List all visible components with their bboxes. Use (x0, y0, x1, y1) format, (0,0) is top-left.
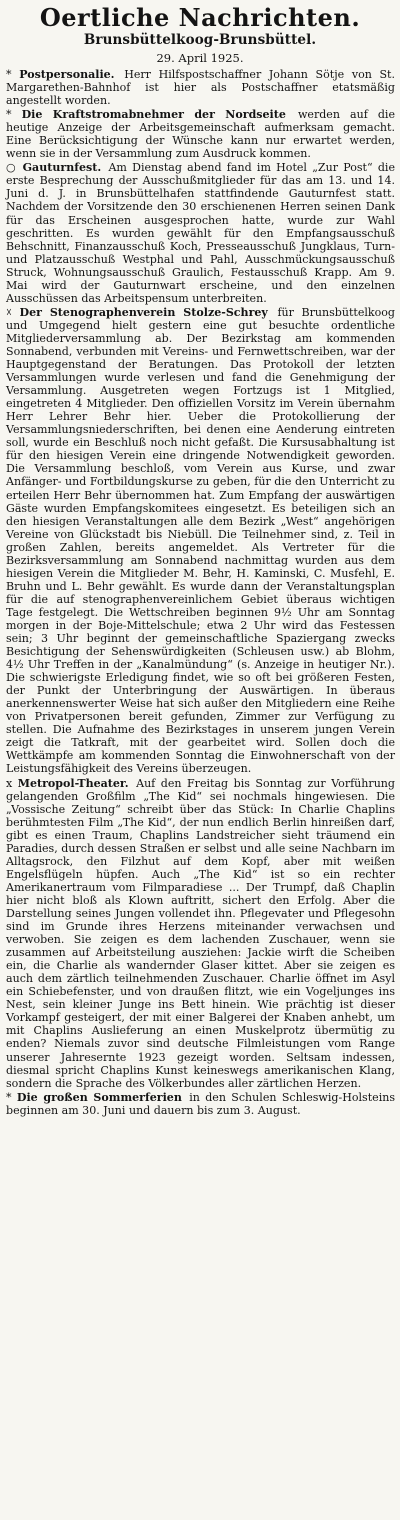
x-marker: x (6, 776, 13, 790)
article-stenographenverein (6, 306, 395, 776)
cross-marker-icon: ☓ (6, 305, 12, 319)
dateline: 29. April 1925. (156, 51, 244, 65)
article-postpersonalie (6, 68, 395, 107)
article-text: Herr Hilfspostschaffner Johann Sötje von St. Margarethen-Bahnhof ist hier als Postschaffner etatsmäßig angestellt worden. (6, 68, 396, 108)
article-text: Auf den Freitag bis Sonntag zur Vorführung gelangenden Großfilm „The Kid“ sei nochmals hingewiesen. Die „Vossische Zeitung“ schreibt über das Stück: In Charlie Chaplins berühmtesten Film „The Kid“, der nun endlich Berlin hinreißen darf, gibt es einen Traum, Chaplins Landstreicher sieht träumend ein Paradies, durch dessen Straßen er selbst und alle seine Nachbarn im Alltagsrock, den Filzhut auf dem Kopf, aber mit weißen Engelsflügeln hüpfen. Auch „The Kid“ ist so ein rechter Amerikanertraum vom Filmparadiese ... Der Trumpf, daß Chaplin hier nicht bloß als Klown auftritt, sichert den Erfolg. Aber die Darstellung seines Jungen vollendet ihn. Pflegevater und Pflegesohn sind im Grunde ihres Herzens miteinander verwachsen und verwoben. Sie zeigen es dem lachenden Zuschauer, wenn sie zusammen auf Arbeitsteilung ausziehen: Jackie wirft die Scheiben ein, die Charlie als wandernder Glaser kittet. Aber sie zeigen es auch dem zärtlich teilnehmenden Zuschauer. Charlie öffnet im Asyl ein Schiebefenster, und von draußen flitzt, wie ein Vogeljunges ins Nest, sein kleiner Junge ins Bett hinein. Wie prächtig ist dieser Vorkampf gesteigert, der mit einer Balgerei der Knaben anhebt, um mit Chaplins Auslieferung an einen Muskelprotz übermütig zu enden? Niemals zuvor sind deutsche Filmleistungen vom Range unserer Jahresernte 1923 gezeigt worden. Seltsam indessen, diesmal spricht Chaplins Kunst keineswegs amerikanischen Klang, sondern die Sprache des Völkerbundes aller zärtlichen Herzen. (6, 776, 395, 1090)
article-lead: Die großen Sommerferien (16, 1090, 182, 1104)
article-metropol-theater (6, 777, 395, 1090)
section-subtitle: Brunsbüttelkoog-Brunsbüttel. (83, 32, 317, 48)
asterisk-marker: * (6, 68, 12, 81)
section-title: Oertliche Nachrichten. (39, 3, 361, 32)
article-sommerferien (6, 1091, 395, 1117)
article-gauturnfest (6, 161, 395, 305)
article-kraftstromabnehmer (6, 108, 395, 160)
article-text: Am Dienstag abend fand im Hotel „Zur Post“ die erste Besprechung der Ausschußmitglieder für das am 13. und 14. Juni d. J. in Brunsbüttelhafen stattfindende Gauturnfest statt. Nachdem der Vorsitzende den 30 erschienenen Herren seinen Dank für das Erscheinen ausgesprochen hatte, wurde zur Wahl geschritten. Es wurden gewählt für den Empfangsausschuß Behschnitt, Finanzausschuß Koch, Presseausschuß Jungklaus, Turn- und Platzausschuß Westphal und Pahl, Ausschmückungsausschuß Struck, Wohnungsausschuß Graulich, Festausschuß Krapp. Am 9. Mai wird der Gauturnwart erscheine, und den einzelnen Ausschüssen das Arbeitspensum unterbreiten. (6, 161, 396, 305)
article-lead: Der Stenographenverein Stolze-Schrey (19, 305, 268, 319)
article-list (0, 68, 400, 1117)
asterisk-marker: * (6, 108, 12, 122)
article-text: für Brunsbüttelkoog und Umgegend hielt gestern eine gut besuchte ordentliche Mitgliederversammlung ab. Der Bezirkstag am kommenden Sonnabend, verbunden mit Vereins- und Fernwettschreiben, war der Hauptgegenstand der Beratungen. Das Protokoll der letzten Versammlungen wurde verlesen und fand die Genehmigung der Versammlung. Ausgetreten wegen Fortzugs ist 1 Mitglied, eingetreten 4 Mitglieder. Den offiziellen Vorsitz im Verein übernahm Herr Lehrer Behr hier. Ueber die Protokollierung der Versammlungsniederschriften, bei denen eine Aenderung eintreten soll, wurde ein Beschluß noch nicht gefaßt. Die Kursusabhaltung ist für den hiesigen Verein eine dringende Notwendigkeit geworden. Die Versammlung beschloß, vom Verein aus Kurse, und zwar Anfänger- und Fortbildungskurse zu geben, für die den Unterricht zu erteilen Herr Behr übernommen hat. Zum Empfang der auswärtigen Gäste wurden Empfangskomitees eingesetzt. Es beteiligen sich an den hiesigen Veranstaltungen alle dem Bezirk „West“ angehörigen Vereine von Glückstadt bis Niebüll. Die Teilnehmer sind, z. Teil in großen Zahlen, bereits angemeldet. Als Vertreter für die Bezirksversammlung am Sonnabend nachmittag wurden aus dem hiesigen Verein die Mitglieder M. Behr, H. Kaminski, C. Musfehl, E. Bruhn und L. Behr gewählt. Es wurde dann der Veranstaltungsplan für die auf stenographenvereinlichem Gebiet überaus wichtigen Tage festgelegt. Die Wettschreiben beginnen 9½ Uhr am Sonntag morgen in der Boje-Mittelschule; etwa 2 Uhr wird das Festessen sein; 3 Uhr beginnt der gemeinschaftliche Spaziergang zwecks Besichtigung der Sehenswürdigkeiten (Schleusen usw.) ab Blohm, 4½ Uhr Treffen in der „Kanalmündung“ (s. Anzeige in heutiger Nr.). Die schwierigste Erledigung findet, wie so oft bei größeren Festen, der Punkt der Unterbringung der Auswärtigen. In überaus anerkennenswerter Weise hat sich außer den Mitgliedern eine Reihe von Privatpersonen bereit gefunden, Zimmer zur Verfügung zu stellen. Die Aufnahme des Bezirkstages in unserem jungen Verein zeigt die Tatkraft, mit der gearbeitet wird. Sollen doch die Wettkämpfe am kommenden Sonntag die Einwohnerschaft von der Leistungsfähigkeit des Vereins überzeugen. (6, 305, 396, 776)
article-lead: Postpersonalie. (19, 68, 115, 81)
article-lead: Gauturnfest. (22, 161, 102, 175)
circle-marker-icon: ○ (6, 161, 18, 175)
article-lead: Die Kraftstromabnehmer der Nordseite (21, 108, 286, 122)
article-text: werden auf die heutige Anzeige der Arbeitsgemeinschaft aufmerksam gemacht. Eine Berücksichtigung der Wünsche kann nur erwartet werden, wenn sie in der Versammlung zum Ausdruck kommen. (6, 108, 395, 161)
asterisk-marker: * (6, 1090, 12, 1104)
article-text: in den Schulen Schleswig-Holsteins beginnen am 30. Juni und dauern bis zum 3. August. (6, 1090, 396, 1117)
article-lead: Metropol-Theater. (17, 776, 129, 790)
